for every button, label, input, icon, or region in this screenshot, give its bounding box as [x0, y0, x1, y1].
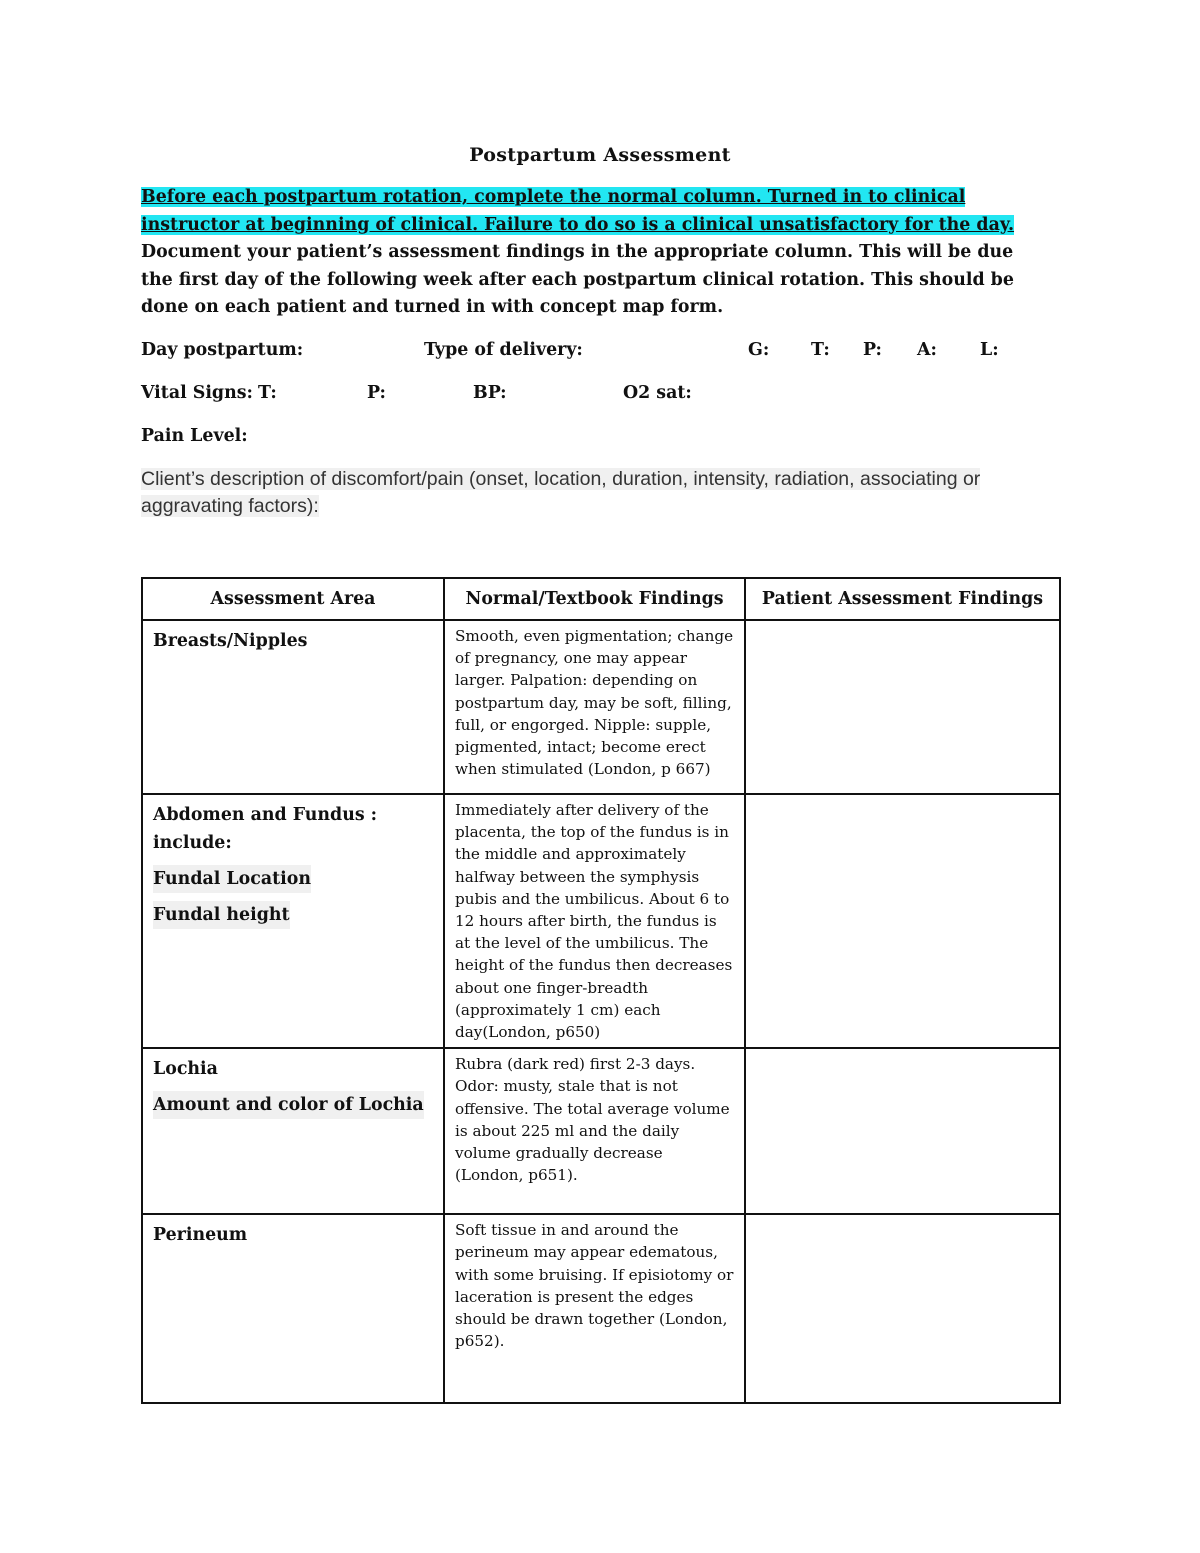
client-description-prompt — [141, 466, 1051, 520]
type-of-delivery-label: Type of delivery: — [424, 340, 583, 360]
pulse-label: P: — [367, 383, 386, 403]
patient-findings-cell[interactable] — [745, 1048, 1060, 1214]
normal-findings-cell: Rubra (dark red) first 2-3 days. Odor: musty, stale that is not offensive. The total average volume is about 225 ml and the daily volume gradually decrease (London, p651). — [444, 1048, 745, 1214]
area-cell — [142, 620, 444, 794]
table-row — [142, 620, 1060, 794]
highlighted-instructions: Before each postpartum rotation, complete the normal column. Turned in to clinical instructor at beginning of clinical. Failure to do so is a clinical unsatisfactory for the day. — [141, 187, 1015, 235]
patient-findings-cell[interactable] — [745, 1214, 1060, 1403]
area-label: Lochia — [153, 1059, 218, 1080]
normal-findings-cell: Soft tissue in and around the perineum may appear edematous, with some bruising. If episiotomy or laceration is present the edges should be drawn together (London, p652). — [444, 1214, 745, 1403]
header-assessment-area: Assessment Area — [142, 578, 444, 620]
term-label: T: — [811, 340, 830, 360]
gravida-label: G: — [748, 340, 770, 360]
client-description-text: Client’s description of discomfort/pain (onset, location, duration, intensity, radiation, associating or aggravating factors): — [141, 468, 981, 517]
living-label: L: — [980, 340, 999, 360]
table-row — [142, 794, 1060, 1048]
header-normal-findings: Normal/Textbook Findings — [444, 578, 745, 620]
area-label: Perineum — [153, 1225, 248, 1246]
patient-findings-cell[interactable] — [745, 794, 1060, 1048]
area-label: Abdomen and Fundus : include: — [153, 805, 378, 853]
table-row — [142, 1214, 1060, 1403]
vital-signs-label: Vital Signs: — [141, 383, 253, 403]
normal-findings-cell: Smooth, even pigmentation; change of pregnancy, one may appear larger. Palpation: depending on postpartum day, may be soft, filling, full, or engorged. Nipple: supple, pigmented, intact; become erect when stimulated (London, p 667) — [444, 620, 745, 794]
area-cell — [142, 1214, 444, 1403]
temperature-label: T: — [258, 383, 277, 403]
area-sub-label: Fundal Location — [153, 865, 311, 893]
area-cell — [142, 794, 444, 1048]
patient-findings-cell[interactable] — [745, 620, 1060, 794]
table-row — [142, 1048, 1060, 1214]
pain-level-label: Pain Level: — [141, 426, 248, 446]
area-cell — [142, 1048, 444, 1214]
table-header-row — [142, 578, 1060, 620]
instructions-paragraph — [141, 184, 1046, 322]
o2-sat-label: O2 sat: — [623, 383, 692, 403]
normal-findings-cell: Immediately after delivery of the placenta, the top of the fundus is in the middle and approximately halfway between the symphysis pubis and the umbilicus. About 6 to 12 hours after birth, the fundus is at the level of the umbilicus. The height of the fundus then decreases about one finger-breadth (approximately 1 cm) each day(London, p650) — [444, 794, 745, 1048]
instructions-text: Document your patient’s assessment findings in the appropriate column. This will be due the first day of the following week after each postpartum clinical rotation. This should be done on each patient and turned in with concept map form. — [141, 242, 1014, 317]
abortion-label: A: — [917, 340, 937, 360]
assessment-table — [141, 577, 1061, 1404]
area-sub-label: Fundal height — [153, 901, 290, 929]
area-label: Breasts/Nipples — [153, 631, 308, 651]
header-patient-findings: Patient Assessment Findings — [745, 578, 1060, 620]
area-sub-label: Amount and color of Lochia — [153, 1091, 424, 1119]
preterm-label: P: — [863, 340, 882, 360]
blood-pressure-label: BP: — [473, 383, 507, 403]
page-title: Postpartum Assessment — [469, 144, 731, 166]
day-postpartum-label: Day postpartum: — [141, 340, 304, 360]
